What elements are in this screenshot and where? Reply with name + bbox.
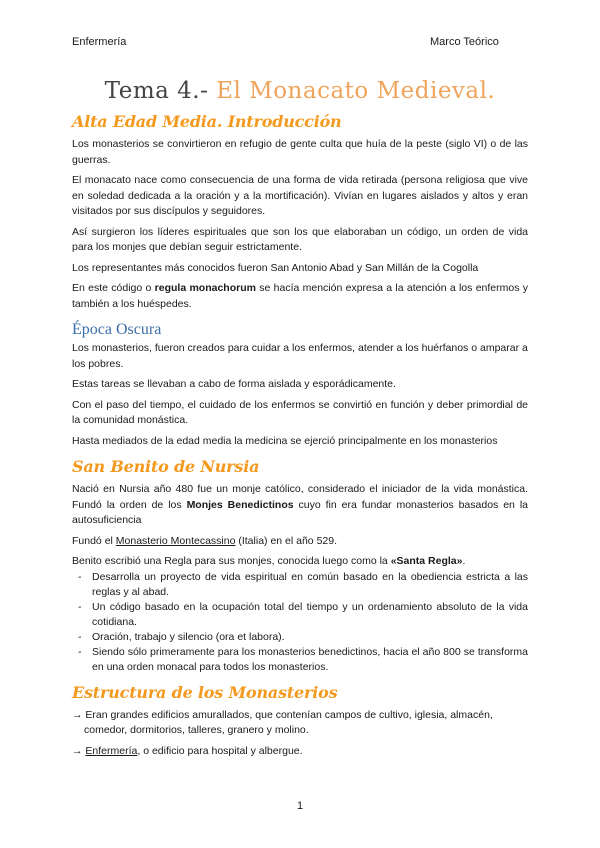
benito-p3-end: .	[462, 555, 466, 567]
enfermeria-term: Enfermería	[85, 744, 138, 757]
list-marker: -	[78, 645, 82, 658]
benito-p2-end: (Italia) en el año 529.	[235, 534, 338, 547]
heading-epoca-oscura: Época Oscura	[72, 321, 162, 338]
monjes-benedictinos-term: Monjes Benedictinos	[186, 498, 294, 511]
alta-paragraph-2: El monacato nace como consecuencia de una forma de vida retirada (persona religiosa que vive en soledad dedicada a la oración y a la mortificación). Vivían en lugares aislados y altos y eran visitados por sus discípulos y seguidores.	[72, 174, 528, 217]
header-right: Marco Teórico	[430, 36, 499, 48]
estructura-paragraph-1	[72, 708, 528, 739]
list-marker: -	[78, 570, 82, 583]
list-item	[72, 570, 528, 600]
estructura-p1-text: Eran grandes edificios amurallados, que contenían campos de cultivo, iglesia, almacén, comedor, dormitorios, talleres, granero y molino.	[84, 708, 493, 736]
list-item-text: Oración, trabajo y silencio (ora et labora).	[92, 630, 285, 643]
list-marker: -	[78, 600, 82, 613]
alta-paragraph-5	[72, 281, 528, 312]
benito-p1-start: Nació en Nursia año 480 fue un monje católico, considerado el iniciador de la vida monástica. Fundó la orden de los	[72, 483, 528, 511]
list-item-text: Siendo sólo primeramente para los monasterios benedictinos, hacia el año 800 se transforma en una orden monacal para todos los monasterios.	[92, 645, 528, 673]
list-item	[72, 630, 528, 645]
alta-paragraph-3: Así surgieron los líderes espirituales que son los que elaboraban un código, un orden de vida para los monjes que debían seguir estrictamente.	[72, 225, 528, 253]
estructura-p2-text: , o edificio para hospital y albergue.	[137, 744, 303, 757]
arrow-icon: →	[72, 708, 83, 721]
alta-p5-start: En este código o	[72, 282, 155, 294]
regla-list	[72, 570, 528, 675]
list-item-text: Un código basado en la ocupación total del tiempo y un ordenamiento absoluto de la vida cotidiana.	[92, 600, 528, 628]
title-part-2: El Monacato Medieval.	[216, 78, 496, 104]
heading-san-benito: San Benito de Nursia	[72, 457, 260, 476]
oscura-paragraph-3: Con el paso del tiempo, el cuidado de los enfermos se convirtió en función y deber primordial de la comunidad monástica.	[72, 398, 528, 426]
oscura-paragraph-2: Estas tareas se llevaban a cabo de forma aislada y esporádicamente.	[72, 378, 396, 390]
heading-alta-edad-media: Alta Edad Media. Introducción	[72, 112, 342, 131]
list-item	[72, 600, 528, 630]
oscura-paragraph-1: Los monasterios, fueron creados para cuidar a los enfermos, atender a los huérfanos o amparar a los pobres.	[72, 342, 528, 370]
page-number: 1	[296, 800, 304, 812]
arrow-icon: →	[72, 744, 83, 757]
montecassino-link: Monasterio Montecassino	[115, 534, 236, 547]
heading-estructura: Estructura de los Monasterios	[72, 682, 338, 702]
title-part-1: Tema 4.-	[104, 78, 217, 104]
header-left: Enfermería	[72, 36, 127, 48]
document-body	[72, 72, 528, 764]
list-item	[72, 645, 528, 675]
list-item-text: Desarrolla un proyecto de vida espiritual en común basado en la obediencia estricta a las reglas y al abad.	[92, 570, 528, 598]
alta-p5-end: se hacía mención expresa a la atención a los enfermos y también a los huéspedes.	[72, 282, 529, 310]
estructura-paragraph-2	[72, 744, 528, 760]
benito-p3-start: Benito escribió una Regla para sus monjes, conocida luego como la	[72, 555, 391, 567]
oscura-paragraph-4: Hasta mediados de la edad media la medicina se ejerció principalmente en los monasterios	[72, 434, 498, 447]
page-title	[72, 78, 528, 104]
benito-paragraph-2	[72, 534, 528, 550]
alta-paragraph-4: Los representantes más conocidos fueron San Antonio Abad y San Millán de la Cogolla	[72, 261, 479, 274]
list-marker: -	[78, 630, 82, 643]
benito-p2-start: Fundó el	[72, 534, 116, 547]
regula-monachorum-term: regula monachorum	[154, 282, 256, 294]
benito-paragraph-1	[72, 482, 528, 529]
benito-paragraph-3	[72, 554, 528, 570]
benito-p1-end: cuyo fin era fundar monasterios basados en la autosuficiencia	[72, 498, 528, 526]
alta-paragraph-1: Los monasterios se convirtieron en refugio de gente culta que huía de la peste (siglo VI) o de las guerras.	[72, 138, 528, 166]
santa-regla-term: «Santa Regla»	[390, 555, 463, 567]
